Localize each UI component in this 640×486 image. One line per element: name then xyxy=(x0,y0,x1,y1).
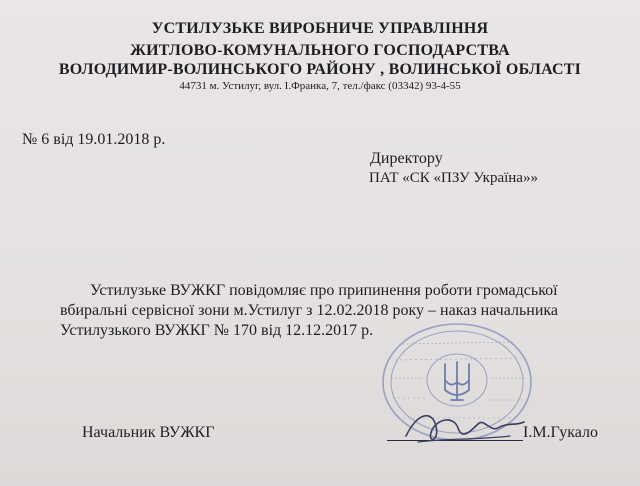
letter-reference: № 6 від 19.01.2018 р. xyxy=(22,131,166,148)
signer-name: І.М.Гукало xyxy=(523,424,598,441)
body-line-1: Устилузьке ВУЖКГ повідомляє про припинення роботи громадської xyxy=(90,282,558,299)
recipient-title: Директору xyxy=(370,150,443,167)
org-address: 44731 м. Устилуг, вул. І.Франка, 7, тел./факс (03342) 93-4-55 xyxy=(179,80,461,92)
trident-icon xyxy=(445,362,469,400)
handwritten-signature xyxy=(398,402,528,450)
body-line-3: Устилузького ВУЖКГ № 170 від 12.12.2017 р. xyxy=(60,322,374,339)
org-name-line1: УСТИЛУЗЬКЕ ВИРОБНИЧЕ УПРАВЛІННЯ xyxy=(151,20,489,37)
org-name-line2: ЖИТЛОВО-КОМУНАЛЬНОГО ГОСПОДАРСТВА xyxy=(130,42,510,59)
org-name-line3: ВОЛОДИМИР-ВОЛИНСЬКОГО РАЙОНУ , ВОЛИНСЬКОЇ ОБЛАСТІ xyxy=(58,61,582,78)
signer-position: Начальник ВУЖКГ xyxy=(82,424,215,441)
recipient-org: ПАТ «СК «ПЗУ Україна»» xyxy=(369,170,538,186)
body-line-2: вбиральні сервісної зони м.Устилуг з 12.02.2018 року – наказ начальника xyxy=(60,302,559,319)
